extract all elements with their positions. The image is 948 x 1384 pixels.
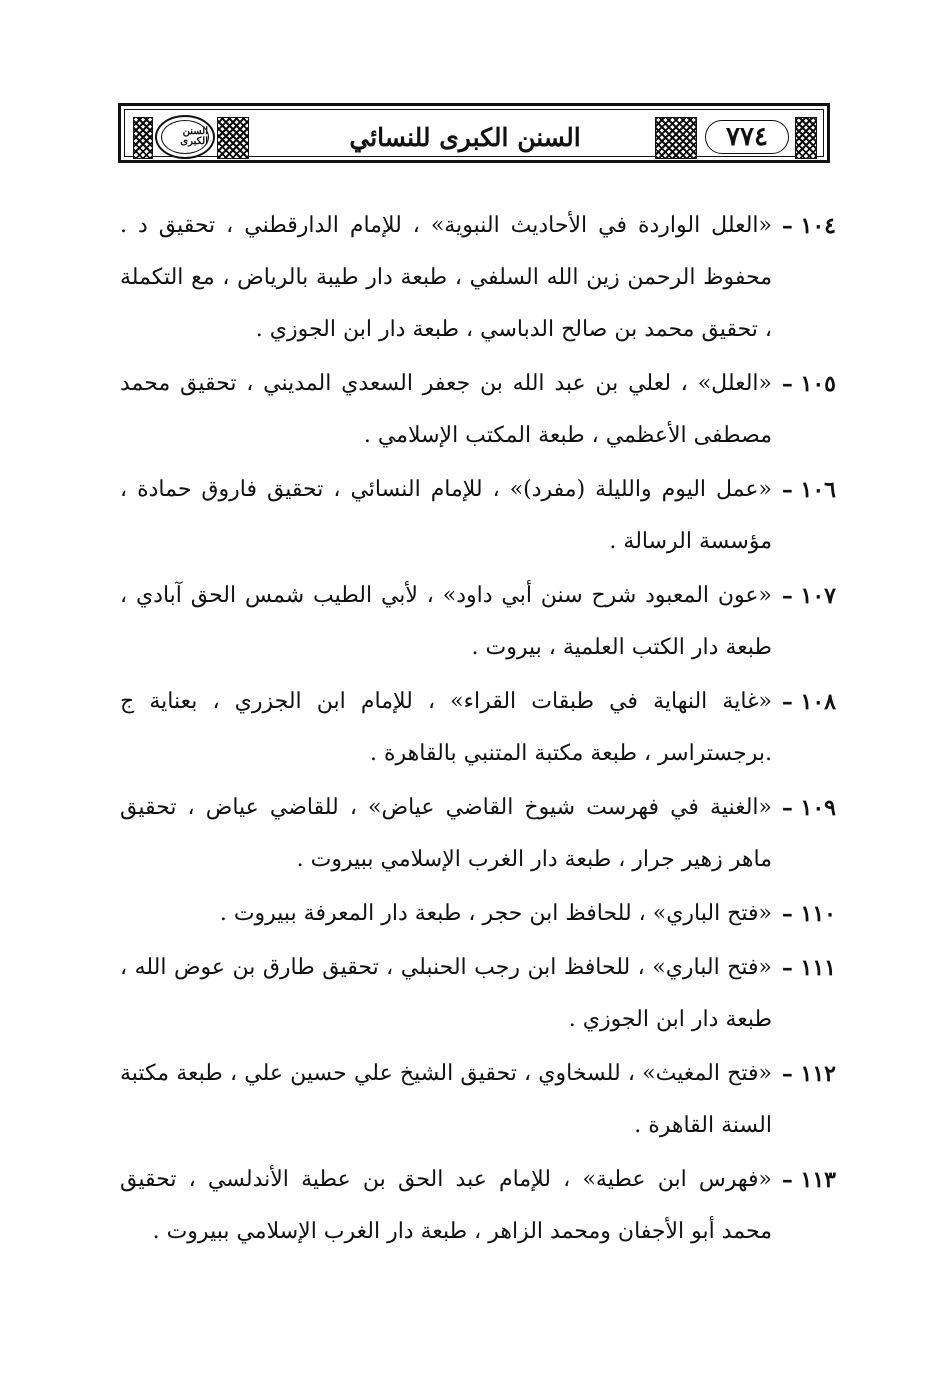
reference-list [120, 200, 836, 1258]
reference-item [120, 358, 836, 462]
reference-text: «فتح الباري» ، للحافظ ابن حجر ، طبعة دار المعرفة ببيروت . [219, 901, 772, 926]
reference-text: «فتح الباري» ، للحافظ ابن رجب الحنبلي ، تحقيق طارق بن عوض الله ، طبعة دار ابن الجوزي . [120, 955, 772, 1032]
reference-text: «العلل» ، لعلي بن عبد الله بن جعفر السعدي المديني ، تحقيق محمد مصطفى الأعظمي ، طبعة المكتب الإسلامي . [120, 371, 772, 448]
running-title: السنن الكبرى للنسائي [349, 123, 581, 152]
reference-item [120, 1154, 836, 1258]
reference-number: ١١٠ – [781, 901, 836, 927]
reference-item [120, 782, 836, 886]
page-header [118, 103, 830, 163]
reference-item [120, 1048, 836, 1152]
reference-number: ١٠٨ – [781, 689, 836, 715]
page-number: ٧٧٤ [705, 120, 789, 154]
ornament-border [655, 117, 697, 159]
reference-text: «غاية النهاية في طبقات القراء» ، للإمام ابن الجزري ، بعناية ج .برجستراسر ، طبعة مكتبة المتنبي بالقاهرة . [120, 689, 772, 766]
reference-text: «العلل الواردة في الأحاديث النبوية» ، للإمام الدارقطني ، تحقيق د . محفوظ الرحمن زين الله السلفي ، طبعة دار طيبة بالرياض ، مع التكملة ، تحقيق محمد بن صالح الدباسي ، طبعة دار ابن الجوزي . [120, 213, 772, 342]
reference-text: «عمل اليوم والليلة (مفرد)» ، للإمام النسائي ، تحقيق فاروق حمادة ، مؤسسة الرسالة . [120, 477, 772, 554]
book-logo-seal [155, 115, 215, 159]
reference-number: ١٠٦ – [781, 477, 836, 503]
ornament-border [133, 117, 153, 159]
reference-text: «عون المعبود شرح سنن أبي داود» ، لأبي الطيب شمس الحق آبادي ، طبعة دار الكتب العلمية ، بيروت . [120, 583, 772, 660]
reference-item [120, 200, 836, 356]
ornament-border [795, 117, 817, 159]
reference-item [120, 942, 836, 1046]
reference-number: ١١٢ – [781, 1061, 836, 1087]
ornament-border [217, 117, 249, 159]
reference-item [120, 464, 836, 568]
reference-text: «فتح المغيث» ، للسخاوي ، تحقيق الشيخ علي حسين علي ، طبعة مكتبة السنة القاهرة . [120, 1061, 772, 1138]
reference-item [120, 676, 836, 780]
reference-number: ١٠٤ – [781, 213, 836, 239]
reference-number: ١٠٧ – [781, 583, 836, 609]
reference-number: ١١١ – [781, 955, 836, 981]
reference-item [120, 570, 836, 674]
reference-number: ١١٣ – [781, 1167, 836, 1193]
reference-item [120, 888, 836, 940]
logo-text: السنن الكبرى [180, 126, 208, 147]
reference-text: «فهرس ابن عطية» ، للإمام عبد الحق بن عطية الأندلسي ، تحقيق محمد أبو الأجفان ومحمد الزاهر ، طبعة دار الغرب الإسلامي ببيروت . [120, 1167, 772, 1244]
header-frame [124, 109, 824, 157]
book-logo-inner [161, 120, 209, 154]
reference-number: ١٠٥ – [781, 371, 836, 397]
reference-text: «الغنية في فهرست شيوخ القاضي عياض» ، للقاضي عياض ، تحقيق ماهر زهير جرار ، طبعة دار الغرب الإسلامي ببيروت . [120, 795, 772, 872]
reference-number: ١٠٩ – [781, 795, 836, 821]
